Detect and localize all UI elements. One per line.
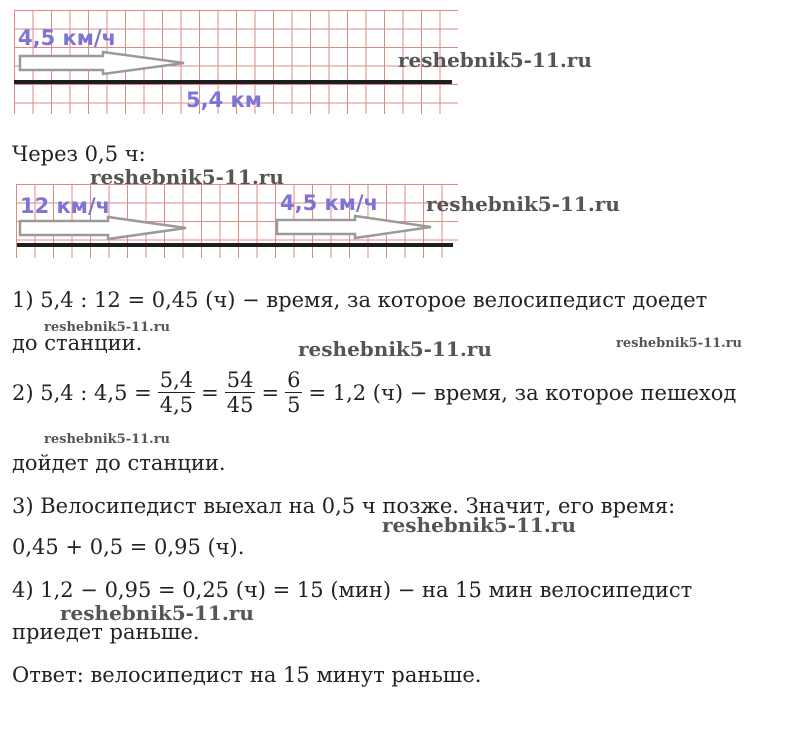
equals-sign: = (261, 380, 280, 405)
watermark: reshebnik5-11.ru (616, 336, 743, 351)
road-line-2 (17, 243, 453, 247)
cyclist-speed-label: 12 км/ч (20, 194, 111, 218)
arrow-icon (18, 215, 190, 241)
watermark: reshebnik5-11.ru (398, 48, 592, 72)
step-2-line-1 (12, 368, 736, 417)
step-3-line-2: 0,45 + 0,5 = 0,95 (ч). (12, 535, 245, 559)
step-2-line-2: дойдет до станции. (12, 451, 226, 475)
fraction-denominator: 45 (226, 393, 254, 417)
step-4-line-2: приедет раньше. (12, 620, 200, 644)
after-time-label: Через 0,5 ч: (12, 142, 146, 166)
watermark: reshebnik5-11.ru (44, 432, 171, 447)
arrow-icon (275, 214, 437, 240)
step-1-line-2: до станции. (12, 331, 143, 355)
step-2-prefix: 2) 5,4 : 4,5 = (12, 380, 152, 405)
fraction-denominator: 4,5 (159, 393, 194, 417)
watermark: reshebnik5-11.ru (60, 601, 254, 625)
arrow-icon (18, 50, 188, 76)
watermark: reshebnik5-11.ru (90, 165, 284, 189)
step-1-line-1: 1) 5,4 : 12 = 0,45 (ч) − время, за которое велосипедист доедет (12, 288, 708, 312)
fraction-numerator: 6 (287, 368, 301, 392)
speed-label: 4,5 км/ч (18, 26, 117, 50)
equals-sign: = (201, 380, 219, 405)
watermark: reshebnik5-11.ru (426, 192, 620, 216)
fraction-numerator: 54 (226, 368, 254, 392)
road-line-1 (14, 80, 452, 84)
fraction (158, 368, 195, 417)
step-4-line-1: 4) 1,2 − 0,95 = 0,25 (ч) = 15 (мин) − на 15 мин велосипедист (12, 578, 693, 602)
step-2-suffix: = 1,2 (ч) − время, за которое пешеход (308, 380, 737, 405)
pedestrian-speed-label: 4,5 км/ч (280, 191, 379, 215)
distance-label: 5,4 км (186, 88, 262, 112)
answer-line: Ответ: велосипедист на 15 минут раньше. (12, 663, 482, 687)
fraction (285, 368, 302, 417)
fraction-denominator: 5 (287, 393, 301, 417)
watermark: reshebnik5-11.ru (382, 513, 576, 537)
fraction-numerator: 5,4 (159, 368, 194, 392)
fraction (225, 368, 256, 417)
watermark: reshebnik5-11.ru (298, 337, 492, 361)
watermark: reshebnik5-11.ru (44, 320, 171, 335)
step-3-line-1: 3) Велосипедист выехал на 0,5 ч позже. Значит, его время: (12, 494, 676, 518)
